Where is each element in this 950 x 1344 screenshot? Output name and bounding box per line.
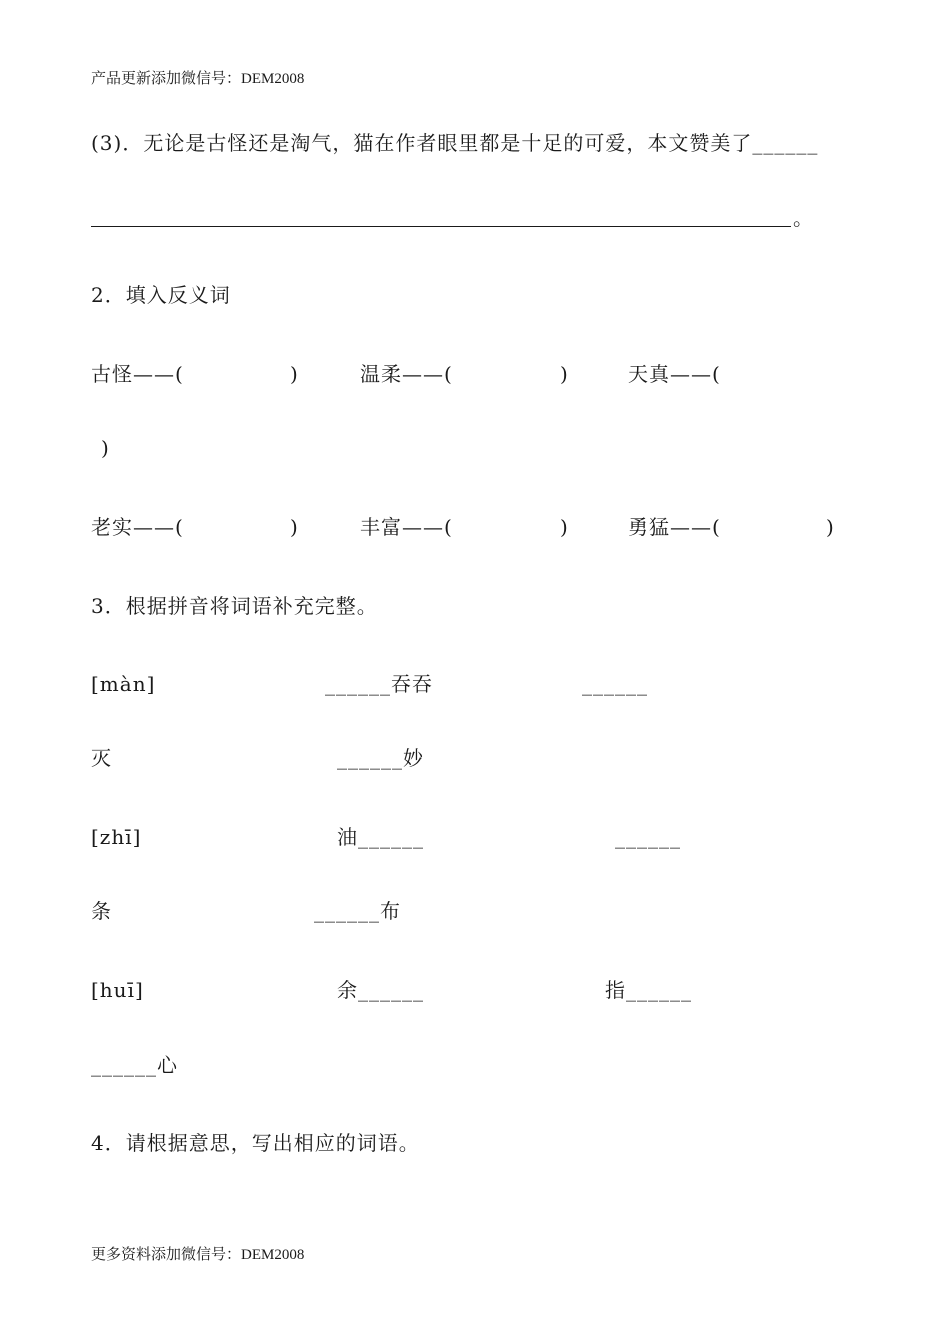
- word-blank: ______布: [314, 899, 401, 923]
- antonym-close: ): [101, 436, 110, 460]
- pinyin-label: [màn]: [91, 672, 156, 696]
- page-footer: 更多资料添加微信号：DEM2008: [91, 1247, 305, 1263]
- question-3-title: 3．根据拼音将词语补充完整。: [91, 594, 378, 618]
- antonym-item: 老实——(: [91, 515, 184, 539]
- antonym-item: 天真——(: [628, 362, 721, 386]
- word-fragment: 灭: [91, 746, 112, 770]
- antonym-item: 温柔——(: [360, 362, 453, 386]
- pinyin-label: [zhī]: [91, 825, 142, 849]
- word-blank: ______心: [91, 1053, 178, 1077]
- question-1-3-text: (3)．无论是古怪还是淘气，猫在作者眼里都是十足的可爱，本文赞美了______: [91, 131, 819, 155]
- antonym-close: ): [560, 515, 569, 539]
- antonym-item: 丰富——(: [360, 515, 453, 539]
- page-header: 产品更新添加微信号：DEM2008: [91, 71, 305, 87]
- word-blank: 指______: [605, 978, 692, 1002]
- question-4-title: 4．请根据意思，写出相应的词语。: [91, 1131, 420, 1155]
- question-2-title: 2．填入反义词: [91, 283, 231, 307]
- word-blank: ______吞吞: [325, 672, 433, 696]
- word-blank: ______: [615, 825, 681, 849]
- antonym-item: 勇猛——(: [628, 515, 721, 539]
- answer-blank-line: [91, 226, 791, 227]
- answer-line-end: 。: [793, 206, 814, 230]
- word-blank: 余______: [337, 978, 424, 1002]
- pinyin-label: [huī]: [91, 978, 144, 1002]
- antonym-close: ): [290, 515, 299, 539]
- word-fragment: 条: [91, 899, 112, 923]
- antonym-item: 古怪——(: [91, 362, 184, 386]
- word-blank: ______妙: [337, 746, 424, 770]
- word-blank: 油______: [337, 825, 424, 849]
- antonym-close: ): [826, 515, 835, 539]
- antonym-close: ): [560, 362, 569, 386]
- word-blank: ______: [582, 672, 648, 696]
- antonym-close: ): [290, 362, 299, 386]
